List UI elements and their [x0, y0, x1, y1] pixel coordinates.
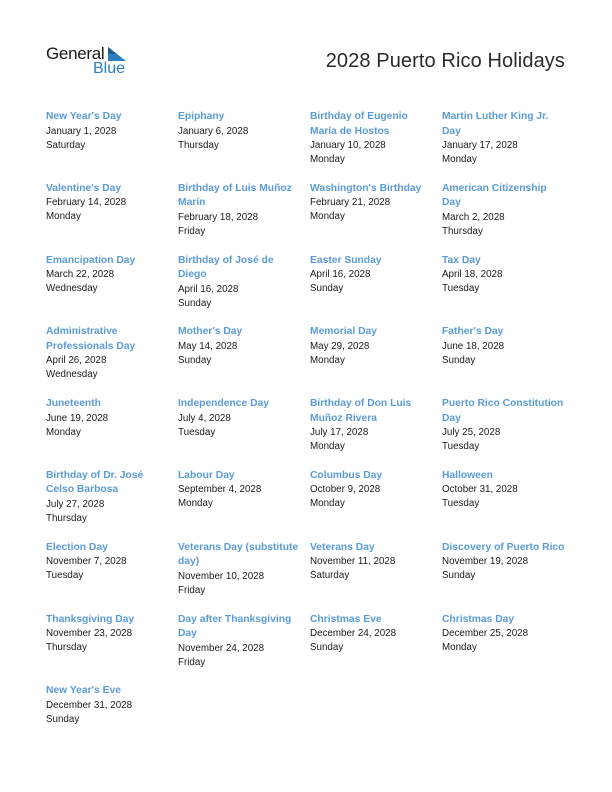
holiday-weekday: Tuesday — [442, 441, 480, 453]
holiday-date: October 31, 2028 — [442, 484, 518, 496]
holiday-name: Easter Sunday — [310, 254, 382, 266]
holiday-name: Labour Day — [178, 469, 235, 481]
logo-text-general: General — [46, 44, 105, 63]
holiday-date: December 25, 2028 — [442, 628, 529, 640]
holiday-name: Birthday of Don Luis Muñoz Rivera — [310, 398, 412, 424]
holiday-date: May 14, 2028 — [178, 340, 238, 352]
holiday-date: September 4, 2028 — [178, 484, 262, 496]
holiday-entry — [46, 325, 178, 397]
holiday-weekday: Monday — [310, 154, 345, 165]
holiday-entry — [442, 541, 574, 613]
holiday-name: Birthday of Eugenio María de Hostos — [310, 111, 408, 137]
holiday-date: April 18, 2028 — [442, 269, 503, 281]
holiday-weekday: Wednesday — [46, 369, 98, 381]
holiday-entry — [46, 254, 178, 326]
holiday-entry — [178, 613, 310, 685]
logo-text-blue: Blue — [93, 60, 126, 77]
holiday-weekday: Monday — [310, 498, 345, 510]
holiday-weekday: Sunday — [442, 570, 476, 582]
holiday-name: Columbus Day — [310, 469, 383, 481]
holiday-entry — [46, 541, 178, 613]
holiday-date: March 22, 2028 — [46, 269, 115, 281]
holiday-weekday: Thursday — [46, 642, 87, 654]
holiday-date: November 7, 2028 — [46, 556, 127, 568]
holiday-weekday: Friday — [178, 225, 206, 237]
holiday-name: Washington's Birthday — [310, 182, 422, 194]
holiday-name: Epiphany — [178, 111, 225, 122]
holiday-entry — [310, 613, 442, 685]
holiday-name: American Citizenship Day — [442, 182, 547, 209]
holiday-name: Father's Day — [442, 326, 504, 338]
holiday-entry — [178, 541, 310, 613]
holiday-entry — [46, 397, 178, 469]
holiday-name: Day after Thanksgiving Day — [178, 613, 292, 640]
holiday-entry — [178, 397, 310, 469]
holiday-weekday: Sunday — [310, 283, 344, 295]
holiday-weekday: Friday — [178, 656, 206, 668]
holiday-entry — [46, 613, 178, 685]
holiday-entry — [310, 541, 442, 613]
holiday-weekday: Monday — [310, 354, 345, 366]
holiday-entry — [178, 254, 310, 326]
holiday-weekday: Tuesday — [46, 570, 84, 582]
holiday-name: New Year's Eve — [46, 685, 121, 697]
holiday-date: January 10, 2028 — [310, 140, 386, 151]
holiday-date: May 29, 2028 — [310, 340, 370, 352]
holiday-date: June 18, 2028 — [442, 340, 505, 352]
holiday-date: April 26, 2028 — [46, 355, 107, 367]
holiday-entry — [442, 182, 574, 254]
holiday-weekday: Sunday — [178, 354, 212, 366]
holiday-date: November 10, 2028 — [178, 570, 265, 582]
holiday-entry — [46, 182, 178, 254]
holiday-entry — [442, 397, 574, 469]
holiday-name: Tax Day — [442, 254, 481, 266]
holiday-weekday: Sunday — [310, 642, 344, 654]
holiday-weekday: Saturday — [46, 139, 86, 151]
holiday-name: Memorial Day — [310, 326, 377, 338]
holiday-weekday: Monday — [310, 211, 345, 223]
holiday-date: December 31, 2028 — [46, 699, 133, 711]
holiday-weekday: Friday — [178, 584, 206, 596]
holiday-entry — [442, 254, 574, 326]
holiday-name: Halloween — [442, 469, 493, 481]
holiday-date: February 14, 2028 — [46, 197, 127, 209]
holiday-weekday: Monday — [310, 441, 345, 453]
holiday-date: June 19, 2028 — [46, 412, 109, 424]
holiday-entry — [46, 684, 178, 756]
holiday-weekday: Tuesday — [178, 426, 216, 438]
holiday-grid — [46, 110, 574, 756]
holiday-weekday: Tuesday — [442, 498, 480, 510]
page-title: 2028 Puerto Rico Holidays — [325, 50, 565, 72]
holiday-entry — [178, 182, 310, 254]
holiday-entry — [178, 469, 310, 541]
holiday-weekday: Thursday — [442, 225, 483, 237]
holiday-name: Birthday of José de Diego — [178, 254, 274, 281]
holiday-date: March 2, 2028 — [442, 211, 505, 223]
holiday-name: New Year's Day — [46, 111, 122, 122]
holiday-weekday: Sunday — [46, 713, 80, 725]
generalblue-logo — [46, 44, 136, 80]
holiday-weekday: Thursday — [46, 512, 87, 524]
holiday-name: Thanksgiving Day — [46, 613, 135, 625]
holiday-entry — [310, 397, 442, 469]
holiday-date: July 25, 2028 — [442, 427, 501, 439]
holiday-date: December 24, 2028 — [310, 628, 397, 640]
holiday-name: Birthday of Dr. José Celso Barbosa — [46, 469, 144, 496]
holiday-name: Election Day — [46, 541, 108, 553]
holiday-entry — [310, 325, 442, 397]
holiday-date: February 21, 2028 — [310, 197, 391, 209]
holiday-entry — [310, 254, 442, 326]
holiday-name: Christmas Eve — [310, 613, 382, 625]
holiday-name: Juneteenth — [46, 398, 101, 410]
holiday-date: October 9, 2028 — [310, 484, 381, 496]
holiday-entry — [442, 469, 574, 541]
holiday-date: July 27, 2028 — [46, 498, 105, 510]
holiday-weekday: Monday — [46, 426, 81, 438]
holiday-weekday: Sunday — [442, 354, 476, 366]
holiday-date: November 11, 2028 — [310, 556, 396, 568]
holiday-entry — [310, 110, 442, 182]
holiday-name: Valentine's Day — [46, 182, 122, 194]
holiday-weekday: Monday — [178, 498, 213, 510]
holiday-name: Veterans Day (substitute day) — [178, 541, 299, 568]
holiday-entry — [178, 110, 310, 182]
holiday-name: Martin Luther King Jr. Day — [442, 111, 549, 137]
holiday-name: Christmas Day — [442, 613, 515, 625]
holiday-date: April 16, 2028 — [178, 283, 239, 295]
holiday-name: Discovery of Puerto Rico — [442, 541, 565, 553]
holiday-date: November 24, 2028 — [178, 642, 265, 654]
holiday-date: April 16, 2028 — [310, 269, 371, 281]
holiday-weekday: Monday — [442, 642, 477, 654]
holiday-entry — [46, 469, 178, 541]
holiday-name: Puerto Rico Constitution Day — [442, 398, 564, 424]
holiday-date: January 6, 2028 — [178, 125, 249, 137]
holiday-date: November 23, 2028 — [46, 628, 133, 640]
holiday-name: Veterans Day — [310, 541, 375, 553]
holiday-name: Emancipation Day — [46, 254, 136, 266]
holiday-name: Independence Day — [178, 398, 269, 410]
holiday-weekday: Thursday — [178, 139, 219, 151]
holiday-entry — [310, 469, 442, 541]
holiday-date: July 17, 2028 — [310, 427, 369, 439]
holiday-date: February 18, 2028 — [178, 211, 259, 223]
holiday-name: Birthday of Luis Muñoz Marín — [178, 182, 292, 209]
holiday-entry — [46, 110, 178, 182]
holiday-entry — [442, 613, 574, 685]
holiday-entry — [178, 325, 310, 397]
holiday-weekday: Sunday — [178, 297, 212, 309]
holiday-weekday: Saturday — [310, 570, 350, 582]
logo-flag-icon — [108, 47, 126, 61]
holiday-weekday: Tuesday — [442, 283, 480, 295]
holiday-name: Mother's Day — [178, 326, 243, 338]
holiday-date: January 17, 2028 — [442, 140, 518, 151]
holiday-weekday: Monday — [46, 211, 81, 223]
holiday-entry — [442, 110, 574, 182]
holiday-weekday: Wednesday — [46, 283, 98, 295]
holiday-date: July 4, 2028 — [178, 412, 231, 424]
holiday-name: Administrative Professionals Day — [46, 326, 136, 352]
holiday-date: November 19, 2028 — [442, 556, 529, 568]
holiday-date: January 1, 2028 — [46, 125, 117, 137]
holiday-entry — [310, 182, 442, 254]
holiday-weekday: Monday — [442, 154, 477, 165]
holiday-entry — [442, 325, 574, 397]
